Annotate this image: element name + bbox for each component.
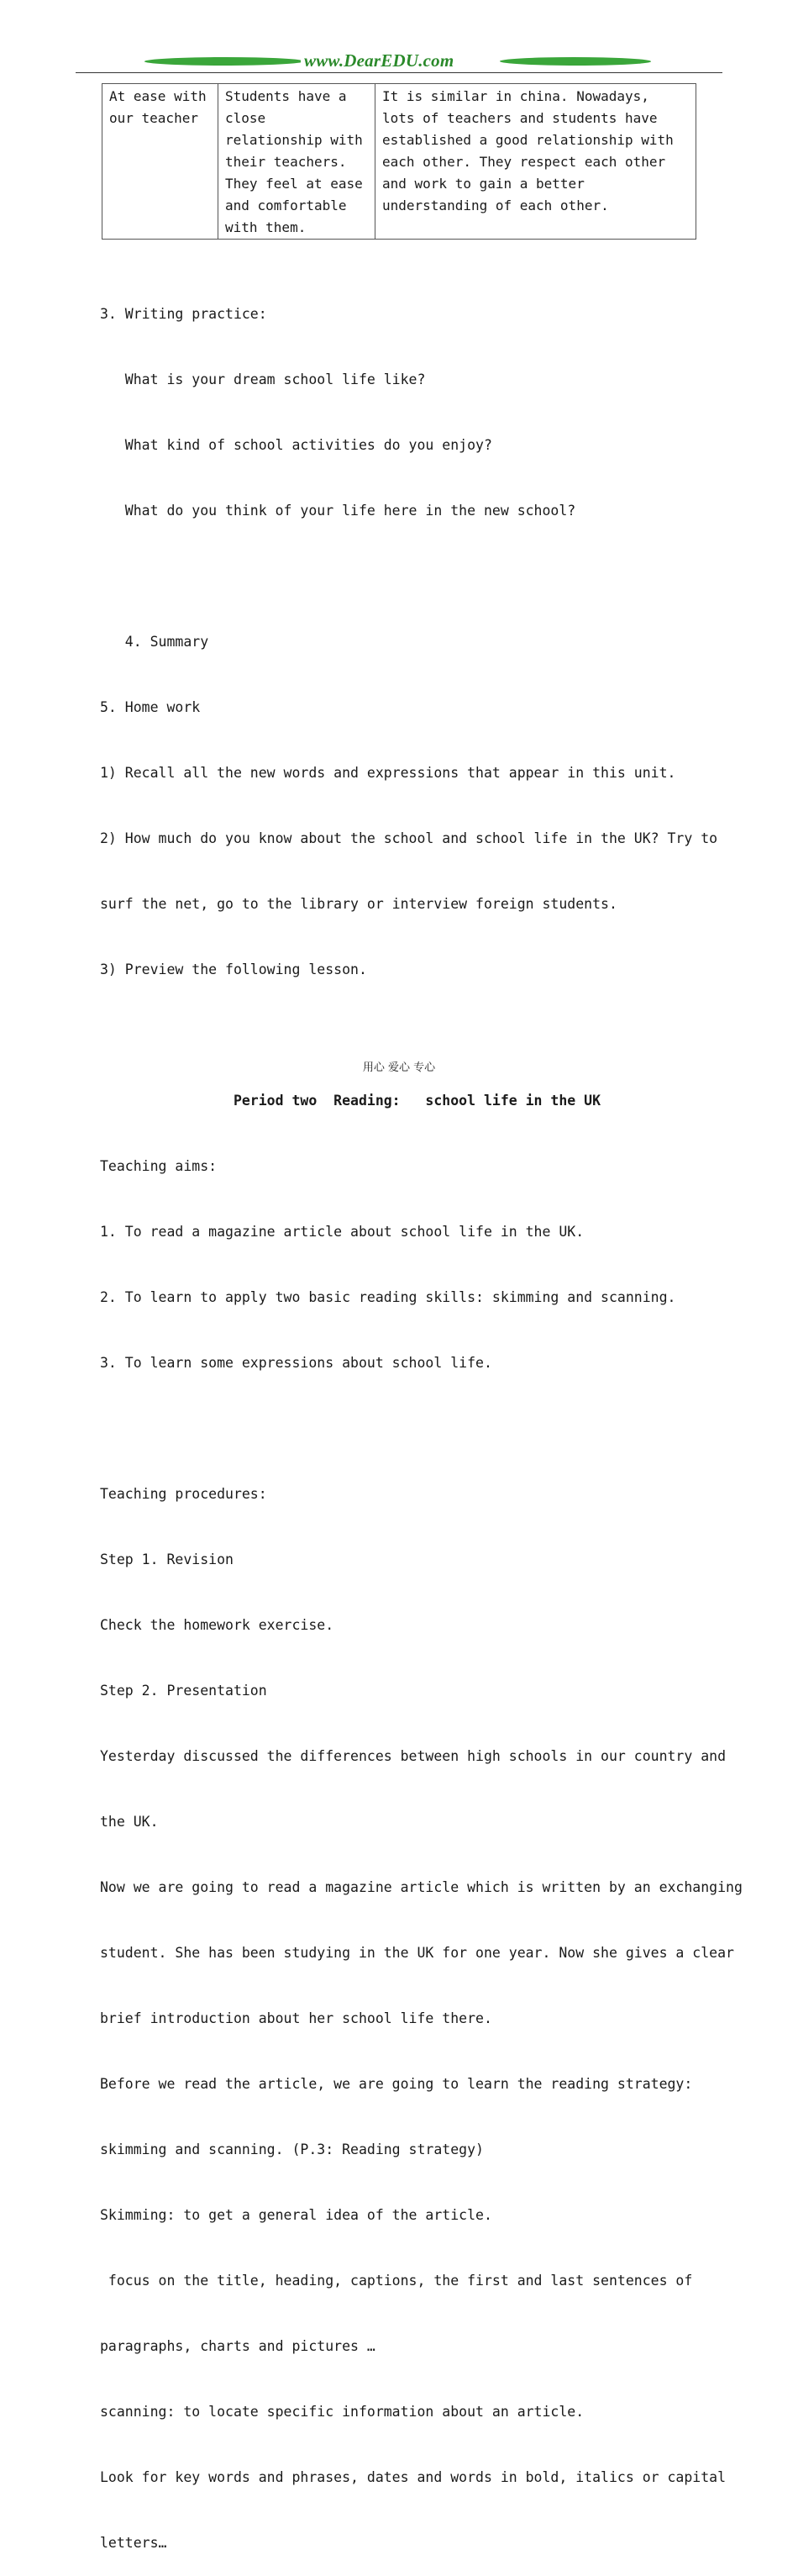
table-cell-china: It is similar in china. Nowadays, lots of teachers and students have established a good relationship with each other. They respect each other and work to gain a better understanding of each other. [375, 84, 696, 240]
logo-swoosh-left [143, 57, 306, 66]
text-line: focus on the title, heading, captions, the first and last sentences of [100, 2273, 693, 2289]
text-line: brief introduction about her school life there. [100, 2010, 492, 2026]
text-line: 4. Summary [100, 634, 209, 650]
text-line: Step 1. Revision [100, 1551, 234, 1567]
logo-swoosh-right [498, 57, 653, 66]
text-line: Skimming: to get a general idea of the article. [100, 2207, 492, 2223]
page-header [76, 52, 722, 77]
text-line: 3) Preview the following lesson. [100, 961, 367, 977]
text-line: Teaching aims: [100, 1158, 218, 1174]
text-line: Yesterday discussed the differences between high schools in our country and [100, 1748, 727, 1764]
text-line: Now we are going to read a magazine article which is written by an exchanging [100, 1879, 743, 1895]
text-line [100, 1025, 730, 1046]
text-line: surf the net, go to the library or interview foreign students. [100, 896, 617, 912]
text-line: 1) Recall all the new words and expressions that appear in this unit. [100, 765, 676, 781]
text-line: skimming and scanning. (P.3: Reading strategy) [100, 2141, 484, 2157]
text-line [100, 1418, 730, 1440]
text-line: 2. To learn to apply two basic reading skills: skimming and scanning. [100, 1289, 676, 1305]
text-line: Check the homework exercise. [100, 1617, 334, 1633]
page-footer: 用心 爱心 专心 [362, 1061, 436, 1074]
table-row [102, 84, 696, 240]
text-line: 3. To learn some expressions about school life. [100, 1355, 492, 1371]
header-rule [76, 72, 722, 73]
text-line: What kind of school activities do you enjoy? [100, 437, 492, 453]
text-line: 5. Home work [100, 699, 201, 715]
text-line: Look for key words and phrases, dates and words in bold, italics or capital [100, 2469, 727, 2485]
text-line: letters… [100, 2535, 167, 2551]
text-line: What is your dream school life like? [100, 371, 426, 387]
text-line: paragraphs, charts and pictures … [100, 2338, 375, 2354]
text-line: scanning: to locate specific information about an article. [100, 2404, 585, 2420]
section-title: Period two Reading: school life in the UK [100, 1093, 601, 1109]
text-line: 3. Writing practice: [100, 306, 267, 322]
table-cell-uk: Students have a close relationship with their teachers. They feel at ease and comfortable with them. [218, 84, 375, 240]
text-line: student. She has been studying in the UK for one year. Now she gives a clear [100, 1945, 734, 1961]
text-line: Before we read the article, we are going to learn the reading strategy: [100, 2076, 693, 2092]
text-line [100, 566, 730, 587]
text-line: 2) How much do you know about the school and school life in the UK? Try to [100, 830, 718, 846]
text-line: the UK. [100, 1814, 159, 1830]
text-line: What do you think of your life here in the new school? [100, 503, 576, 519]
table-cell-topic: At ease with our teacher [102, 84, 218, 240]
document-body [100, 260, 743, 2576]
text-line: Teaching procedures: [100, 1486, 267, 1502]
comparison-table [102, 83, 696, 240]
text-line: Step 2. Presentation [100, 1683, 267, 1699]
text-line: 1. To read a magazine article about school life in the UK. [100, 1224, 585, 1240]
site-logo: www.DearEDU.com [301, 50, 457, 71]
